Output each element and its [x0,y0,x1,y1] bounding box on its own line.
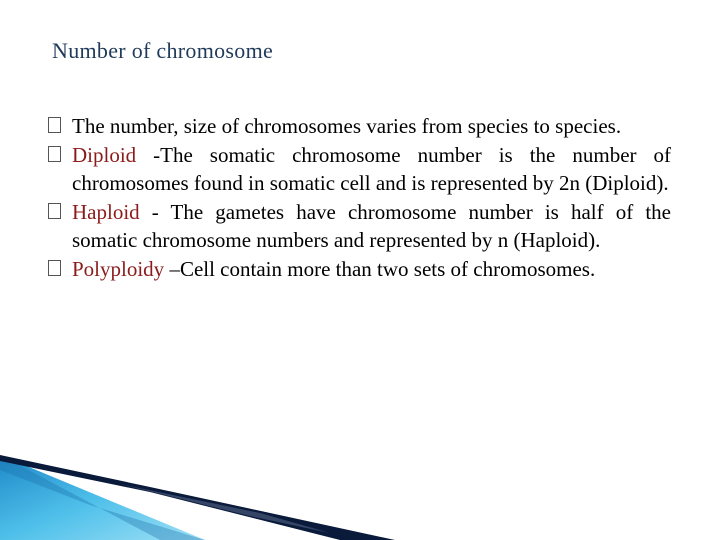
bullet-text: The number, size of chromosomes varies from species to species. [72,114,622,138]
bullet-text: -The somatic chromosome number is the number of chromosomes found in somatic cell and is represented by 2n (Diploid). [72,142,671,196]
bullet-term: Diploid [72,142,137,167]
bullet-term: Haploid [72,199,140,224]
bullet-term: Polyploidy [72,256,165,281]
bullet-text: Cell contain more than two sets of chromosomes. [179,256,596,281]
bullet-dash: – [164,256,180,281]
bullet-text: - The gametes have chromosome number is half of the somatic chromosome numbers and represented by n (Haploid). [72,199,671,253]
slide-title: Number of chromosome [52,38,274,63]
